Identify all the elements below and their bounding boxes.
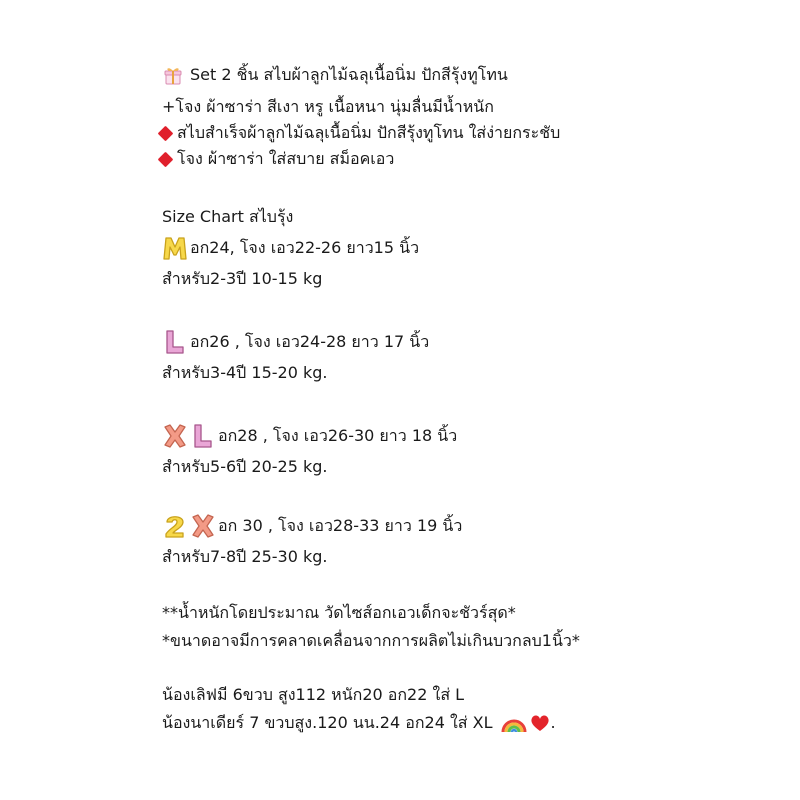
intro-line-2 xyxy=(162,96,494,118)
l-letter-icon xyxy=(190,422,216,450)
x-letter-icon xyxy=(162,422,188,450)
red-heart-icon xyxy=(529,712,551,734)
intro-line-4 xyxy=(156,148,394,170)
example-line-2 xyxy=(162,712,556,734)
example-text-1: น้องเลิฟมี 6ขวบ สูง112 หนัก20 อก22 ใส่ L xyxy=(162,685,465,704)
size-m-fits xyxy=(162,268,322,290)
size-2xl-fits-text: สำหรับ7-8ปี 25-30 kg. xyxy=(162,547,328,566)
size-2xl-fits xyxy=(162,546,328,568)
size-l-fits-text: สำหรับ3-4ปี 15-20 kg. xyxy=(162,363,328,382)
note-line-2 xyxy=(162,630,580,652)
size-m-measure xyxy=(162,234,419,262)
note-text-2: *ขนาดอาจมีการคลาดเคลื่อนจากการผลิตไม่เกินบวกลบ1นิ้ว* xyxy=(162,631,580,650)
document xyxy=(162,0,782,800)
size-xl-measure xyxy=(162,422,457,450)
size-2xl-measure-text: อก 30 , โจง เอว28-33 ยาว 19 นิ้ว xyxy=(218,516,463,535)
x-letter-icon xyxy=(190,512,216,540)
intro-text-3: สไบสำเร็จผ้าลูกไม้ฉลุเนื้อนิ่ม ปักสีรุ้งทูโทน ใส่ง่ายกระชับ xyxy=(177,123,561,142)
size-l-measure xyxy=(162,328,429,356)
size-xl-measure-text: อก28 , โจง เอว26-30 ยาว 18 นิ้ว xyxy=(218,426,458,445)
size-2xl-measure xyxy=(162,512,462,540)
size-xl-fits xyxy=(162,456,328,478)
intro-line-3 xyxy=(156,122,560,144)
intro-text-4: โจง ผ้าซาร่า ใส่สบาย สม็อคเอว xyxy=(177,149,395,168)
ribbon-gift-icon xyxy=(162,64,184,86)
size-m-fits-text: สำหรับ2-3ปี 10-15 kg xyxy=(162,269,323,288)
example-line-1 xyxy=(162,684,464,706)
size-chart-title-text: Size Chart สไบรุ้ง xyxy=(162,207,294,226)
red-diamond-icon xyxy=(158,151,174,167)
two-digit-icon xyxy=(162,512,188,540)
l-letter-icon xyxy=(162,328,188,356)
rainbow-icon xyxy=(501,712,527,734)
intro-text-2: +โจง ผ้าซาร่า สีเงา หรู เนื้อหนา นุ่มลื่นมีน้ำหนัก xyxy=(162,97,494,116)
red-diamond-icon xyxy=(158,125,174,141)
size-l-measure-text: อก26 , โจง เอว24-28 ยาว 17 นิ้ว xyxy=(190,332,430,351)
intro-line-1 xyxy=(162,64,508,86)
m-letter-icon xyxy=(162,234,188,262)
note-text-1: **น้ำหนักโดยประมาณ วัดไซส์อกเอวเด็กจะชัวร์สุด* xyxy=(162,603,516,622)
size-m-measure-text: อก24, โจง เอว22-26 ยาว15 นิ้ว xyxy=(190,238,420,257)
note-line-1 xyxy=(162,602,516,624)
size-l-fits xyxy=(162,362,328,384)
size-chart-title xyxy=(162,206,293,228)
size-xl-fits-text: สำหรับ5-6ปี 20-25 kg. xyxy=(162,457,328,476)
example-text-2-end: . xyxy=(550,713,556,732)
intro-text-1: Set 2 ชิ้น สไบผ้าลูกไม้ฉลุเนื้อนิ่ม ปักสีรุ้งทูโทน xyxy=(190,65,508,84)
example-text-2: น้องนาเดียร์ 7 ขวบสูง.120 นน.24 อก24 ใส่ XL xyxy=(162,713,493,732)
